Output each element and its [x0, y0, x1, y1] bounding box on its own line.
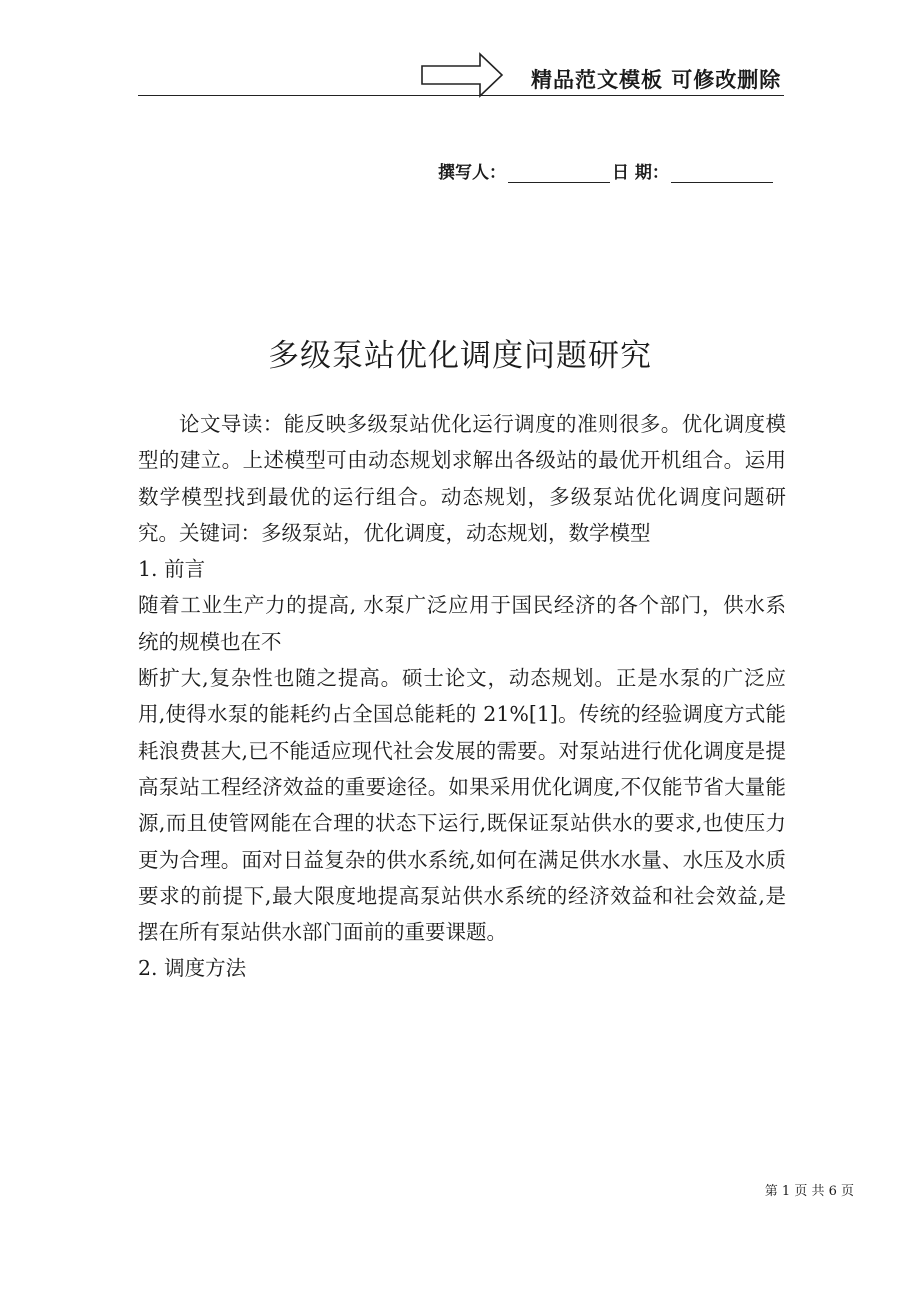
- header-rule: [138, 95, 784, 96]
- document-body: [138, 406, 786, 987]
- author-label: 撰写人：: [438, 163, 506, 183]
- document-title: 多级泵站优化调度问题研究: [268, 338, 652, 374]
- arrow-icon: [420, 52, 504, 98]
- section-1-heading: 1. 前言: [138, 557, 206, 582]
- date-label: 日 期：: [612, 163, 669, 183]
- page-number: 第 1 页 共 6 页: [764, 1184, 854, 1199]
- author-row: [438, 158, 775, 183]
- date-blank[interactable]: [671, 164, 773, 183]
- section-1-paragraph-1: 随着工业生产力的提高, 水泵广泛应用于国民经济的各个部门，供水系统的规模也在不: [138, 593, 786, 654]
- author-blank[interactable]: [508, 164, 610, 183]
- abstract-paragraph: 论文导读：能反映多级泵站优化运行调度的准则很多。优化调度模型的建立。上述模型可由动态规划求解出各级站的最优开机组合。运用数学模型找到最优的运行组合。动态规划，多级泵站优化调度问题研究。关键词：多级泵站，优化调度，动态规划，数学模型: [138, 412, 786, 545]
- section-1-paragraph-2: 断扩大,复杂性也随之提高。硕士论文，动态规划。正是水泵的广泛应用,使得水泵的能耗约占全国总能耗的 21%[1]。传统的经验调度方式能耗浪费甚大,已不能适应现代社会发展的需要。对泵站进行优化调度是提高泵站工程经济效益的重要途径。如果采用优化调度,不仅能节省大量能源,而且使管网能在合理的状态下运行,既保证泵站供水的要求,也使压力更为合理。面对日益复杂的供水系统,如何在满足供水水量、水压及水质要求的前提下,最大限度地提高泵站供水系统的经济效益和社会效益,是摆在所有泵站供水部门面前的重要课题。: [138, 666, 786, 945]
- template-label: 精品范文模板 可修改删除: [531, 68, 782, 92]
- section-2-heading: 2. 调度方法: [138, 956, 247, 981]
